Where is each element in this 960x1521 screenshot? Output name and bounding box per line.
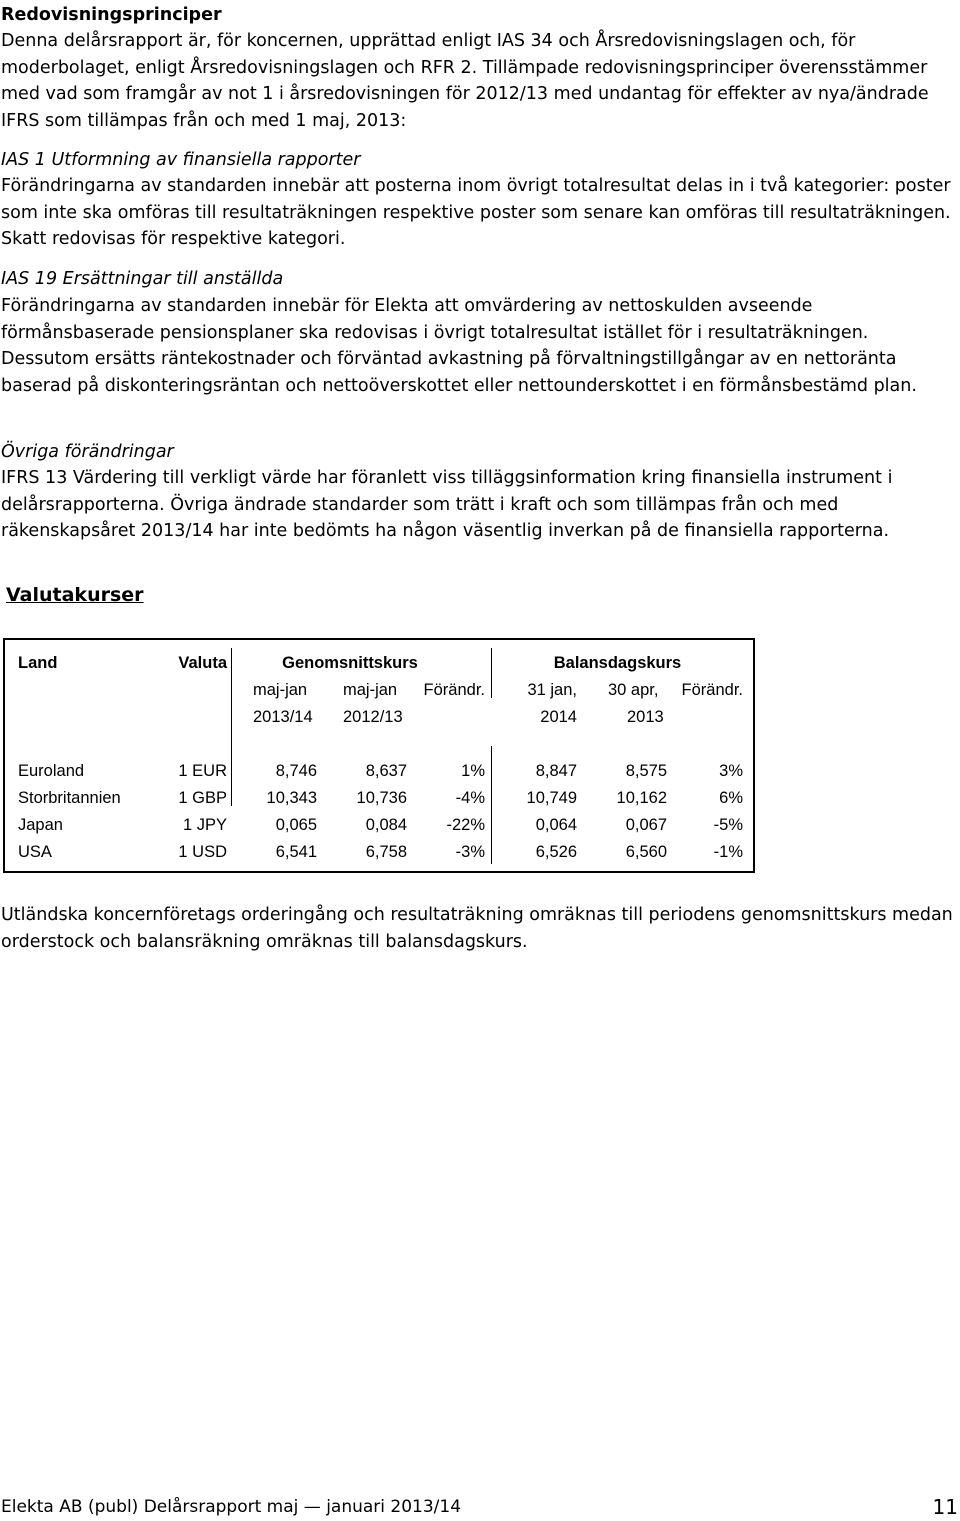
other-changes-heading: Övriga förändringar — [1, 442, 174, 462]
row-avg-change: -3% — [455, 843, 485, 861]
other-changes-body: IFRS 13 Värdering till verkligt värde har föranlett viss tilläggsinformation kring finansiella instrument i delårsrapporterna. Övriga ändrade standarder som trätt i kraft och som tillämpas från och med räkenskapsåret 2013/14 har inte bedömts ha någon väsentlig inverkan på de finansiella rapporterna. — [1, 468, 893, 542]
header-bal-prev: 30 apr, — [608, 681, 659, 699]
row-land: Storbritannien — [18, 789, 121, 807]
row-bal-prev: 0,067 — [625, 816, 667, 834]
row-bal-change: -5% — [713, 816, 743, 834]
row-valuta: 1 USD — [178, 843, 227, 861]
column-divider — [491, 648, 492, 698]
ias19-heading: IAS 19 Ersättningar till anställda — [1, 269, 284, 289]
row-avg-cur: 10,343 — [266, 789, 317, 807]
row-avg-prev: 10,736 — [356, 789, 407, 807]
row-bal-prev: 10,162 — [616, 789, 667, 807]
row-land: USA — [18, 843, 52, 861]
header-avg-prev: maj-jan — [343, 681, 398, 699]
row-valuta: 1 EUR — [178, 762, 227, 780]
ias19-body: Förändringarna av standarden innebär för Elekta att omvärdering av nettoskulden avseende förmånsbaserade pensionsplaner ska redovisas i övrigt totalresultat istället för i resultaträkningen. Dessutom ersätts räntekostnader och förväntad avkastning på förvaltningstillgångar av en nettoränta baserad på diskonteringsräntan och nettoöverskottet eller nettounderskottet i en förmånsbestämd plan. — [1, 296, 917, 396]
header-bal-cur-year: 2014 — [540, 708, 577, 726]
row-avg-cur: 8,746 — [275, 762, 317, 780]
row-bal-change: -1% — [713, 843, 743, 861]
row-bal-change: 3% — [719, 762, 743, 780]
row-bal-cur: 6,526 — [535, 843, 577, 861]
header-avg-change: Förändr. — [423, 681, 485, 699]
header-avg-cur: maj-jan — [253, 681, 308, 699]
row-avg-cur: 6,541 — [275, 843, 317, 861]
ias1-body: Förändringarna av standarden innebär att posterna inom övrigt totalresultat delas in i två kategorier: poster som inte ska omföras till resultaträkningen respektive poster som senare kan omföras till resultaträkningen. Skatt redovisas för respektive kategori. — [1, 176, 951, 250]
header-avg-group: Genomsnittskurs — [282, 654, 418, 672]
header-land: Land — [18, 654, 58, 672]
header-valuta: Valuta — [178, 654, 227, 672]
row-land: Japan — [18, 816, 63, 834]
ias1-heading: IAS 1 Utformning av finansiella rapporter — [1, 150, 361, 170]
header-avg-cur-period: 2013/14 — [253, 708, 313, 726]
row-avg-cur: 0,065 — [275, 816, 317, 834]
header-bal-group: Balansdagskurs — [553, 654, 682, 672]
row-bal-cur: 0,064 — [535, 816, 577, 834]
header-avg-prev-period: 2012/13 — [343, 708, 403, 726]
row-avg-prev: 0,084 — [365, 816, 407, 834]
footer-report-name: Elekta AB (publ) Delårsrapport maj — januari 2013/14 — [1, 1497, 462, 1517]
row-avg-change: -22% — [446, 816, 485, 834]
header-bal-prev-year: 2013 — [627, 708, 664, 726]
header-bal-change: Förändr. — [681, 681, 743, 699]
fx-rates-table — [3, 638, 755, 873]
row-bal-prev: 6,560 — [625, 843, 667, 861]
page-number: 11 — [932, 1495, 958, 1519]
row-avg-prev: 8,637 — [365, 762, 407, 780]
row-bal-cur: 8,847 — [535, 762, 577, 780]
row-bal-prev: 8,575 — [625, 762, 667, 780]
row-avg-change: -4% — [455, 789, 485, 807]
principles-title: Redovisningsprinciper — [1, 5, 222, 25]
column-divider — [491, 746, 492, 864]
row-avg-prev: 6,758 — [365, 843, 407, 861]
principles-body: Denna delårsrapport är, för koncernen, upprättad enligt IAS 34 och Årsredovisningslagen och, för moderbolaget, enligt Årsredovisningslagen och RFR 2. Tillämpade redovisningsprinciper överensstämmer med vad som framgår av not 1 i årsredovisningen för 2012/13 med undantag för effekter av nya/ändrade IFRS som tillämpas från och med 1 maj, 2013: — [1, 31, 929, 131]
header-bal-cur: 31 jan, — [527, 681, 577, 699]
row-bal-cur: 10,749 — [526, 789, 577, 807]
row-land: Euroland — [18, 762, 85, 780]
row-bal-change: 6% — [719, 789, 743, 807]
row-avg-change: 1% — [461, 762, 485, 780]
column-divider — [231, 648, 232, 806]
fx-section-title: Valutakurser — [6, 584, 144, 606]
row-valuta: 1 GBP — [178, 789, 227, 807]
row-valuta: 1 JPY — [182, 816, 227, 834]
fx-note: Utländska koncernföretags orderingång och resultaträkning omräknas till periodens genomsnittskurs medan orderstock och balansräkning omräknas till balansdagskurs. — [1, 905, 953, 952]
